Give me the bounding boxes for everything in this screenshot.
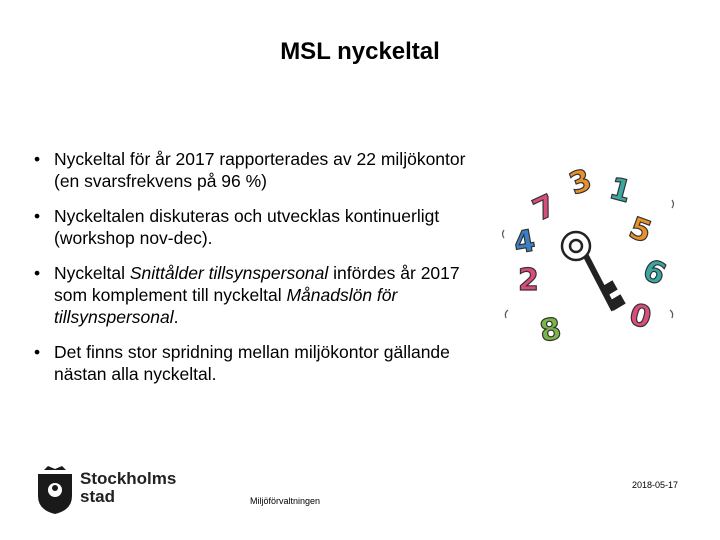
- digit-0: 0: [625, 296, 655, 337]
- digit-8: 8: [537, 311, 564, 350]
- digit-5: 5: [624, 210, 657, 251]
- slide-date: 2018-05-17: [632, 480, 679, 490]
- bullet-text: Nyckeltalen diskuteras och utvecklas kontinuerligt (workshop nov-dec).: [54, 206, 440, 248]
- digit-3: 3: [564, 162, 597, 203]
- bullet-list: [30, 148, 490, 398]
- bullet-item: [30, 262, 490, 328]
- digit-2: 2: [518, 263, 539, 298]
- key-icon: [562, 232, 624, 310]
- bullet-item: [30, 205, 490, 249]
- bullet-dot: •: [34, 342, 41, 362]
- bullet-text-pre: Nyckeltal: [54, 263, 130, 283]
- bullet-emphasis: Snittålder tillsynspersonal: [129, 263, 329, 283]
- bullet-text: Det finns stor spridning mellan miljökontor gällande nästan alla nyckeltal.: [54, 342, 450, 384]
- slide-title: MSL nyckeltal: [280, 38, 440, 65]
- crown-shield-icon: [38, 466, 72, 514]
- digit-4: 4: [511, 223, 538, 262]
- digit-6: 6: [637, 252, 672, 293]
- bullet-emphasis: Månadslön för tillsynspersonal: [54, 285, 398, 327]
- digit-1: 1: [605, 170, 635, 211]
- digit-7: 7: [527, 187, 562, 229]
- logo-wordmark: [80, 470, 176, 506]
- bullet-dot: •: [34, 149, 41, 169]
- numbers-and-key-illustration: [498, 160, 688, 360]
- bullet-text-mid: infördes år 2017 som komplement till nyckeltal: [54, 263, 460, 305]
- bullet-text: Nyckeltal för år 2017 rapporterades av 22 miljökontor (en svarsfrekvens på 96 %): [54, 149, 466, 191]
- bullet-dot: •: [34, 263, 41, 283]
- department-name: Miljöförvaltningen: [250, 496, 321, 506]
- bullet-text-post: .: [173, 307, 179, 327]
- logo-text-line2: stad: [80, 487, 115, 506]
- logo-text-line1: Stockholms: [80, 469, 177, 488]
- bullet-item: [30, 148, 490, 192]
- bullet-item: [30, 341, 490, 385]
- bullet-dot: •: [34, 206, 41, 226]
